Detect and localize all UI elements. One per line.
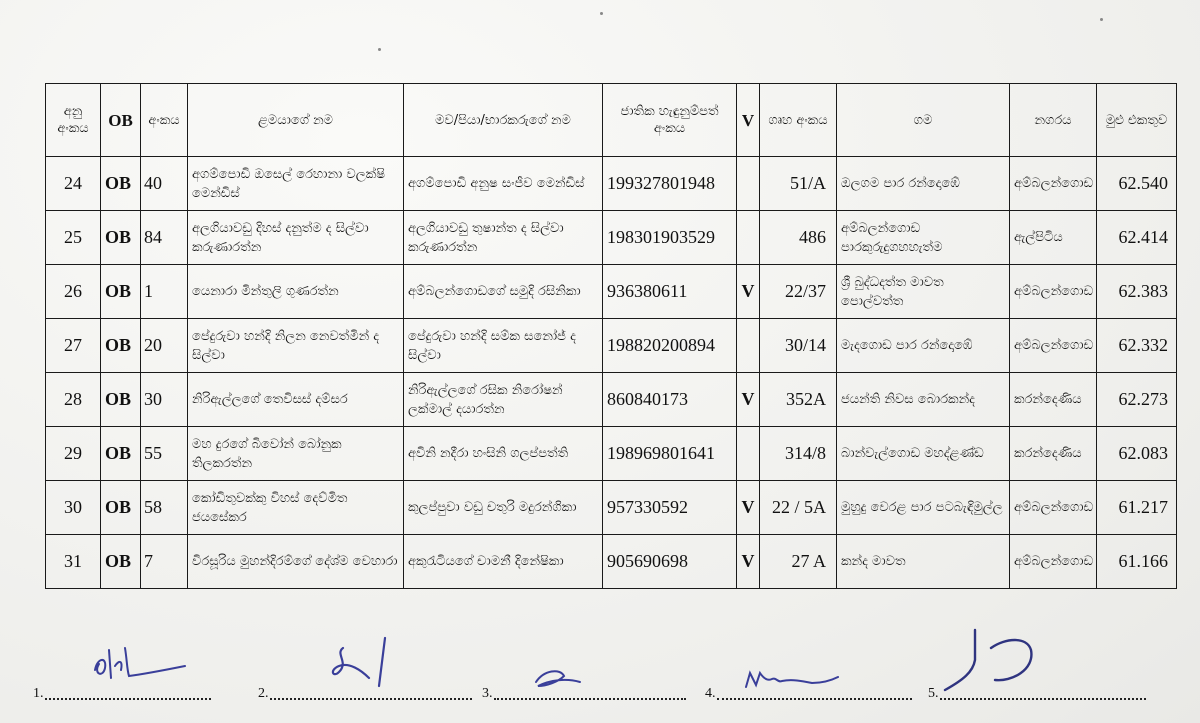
scan-speck: [600, 12, 603, 15]
header-ob: OB: [101, 84, 141, 157]
signature-label: 4.: [705, 686, 716, 701]
cell-nic: 860840173: [603, 373, 737, 427]
table-row: [46, 319, 1177, 373]
cell-child-name: යෙනාරා මින්තුලි ගුණරත්න: [188, 265, 404, 319]
header-row: [46, 84, 1177, 157]
cell-parent-name: පේදුරුවා හන්දි සම්ක සනෝජ් ද සිල්වා: [404, 319, 603, 373]
dotted-line: [940, 698, 1146, 700]
cell-ob: OB: [101, 265, 141, 319]
cell-no: 27: [46, 319, 101, 373]
cell-index: 1: [141, 265, 188, 319]
cell-town: අම්බලන්ගොඩ: [1010, 319, 1097, 373]
cell-town: ඇල්පිටිය: [1010, 211, 1097, 265]
cell-village: ඔලගම පාර රන්දොඹේ: [837, 157, 1010, 211]
cell-parent-name: අලගියාවඩු තුෂාන්ත ද සිල්වා කරුණාරත්න: [404, 211, 603, 265]
cell-town: කරන්දෙණිය: [1010, 427, 1097, 481]
cell-child-name: නිරිඇල්ලගේ තෙවිසස් දම්සර: [188, 373, 404, 427]
cell-parent-name: කුලප්පුවා වඩු චතුරි මදුරන්ගිකා: [404, 481, 603, 535]
cell-parent-name: අම්බලන්ගොඩගේ සමුදි රසිනිකා: [404, 265, 603, 319]
cell-ob: OB: [101, 427, 141, 481]
dotted-line: [45, 698, 211, 700]
handwritten-signature-3: [530, 660, 590, 695]
handwritten-signature-4: [742, 665, 842, 695]
handwritten-signature-5: [935, 620, 1045, 695]
table-row: [46, 265, 1177, 319]
cell-index: 40: [141, 157, 188, 211]
cell-house-no: 486: [760, 211, 837, 265]
cell-village: ජයන්ති නිවස බොරකන්ද: [837, 373, 1010, 427]
cell-house-no: 30/14: [760, 319, 837, 373]
cell-index: 20: [141, 319, 188, 373]
cell-parent-name: නිරිඇල්ලගේ රසික නිරෝෂන් ලක්මාල් දයාරත්න: [404, 373, 603, 427]
cell-parent-name: අගම්පොඩි අනුෂ සංජීව මෙන්ඩිස්: [404, 157, 603, 211]
cell-no: 29: [46, 427, 101, 481]
cell-ob: OB: [101, 373, 141, 427]
cell-house-no: 314/8: [760, 427, 837, 481]
cell-total: 61.217: [1097, 481, 1177, 535]
header-total: මුළු එකතුව: [1097, 84, 1177, 157]
results-table: [45, 83, 1177, 589]
header-village: ගම: [837, 84, 1010, 157]
dotted-line: [270, 698, 472, 700]
cell-no: 26: [46, 265, 101, 319]
signature-label: 3.: [482, 686, 493, 701]
table-row: [46, 211, 1177, 265]
cell-nic: 198301903529: [603, 211, 737, 265]
cell-total: 61.166: [1097, 535, 1177, 589]
cell-no: 31: [46, 535, 101, 589]
cell-nic: 198969801641: [603, 427, 737, 481]
cell-house-no: 51/A: [760, 157, 837, 211]
cell-child-name: පේදුරුවා හන්දි නිලන නෙවත්මින් ද සිල්වා: [188, 319, 404, 373]
cell-total: 62.273: [1097, 373, 1177, 427]
cell-ob: OB: [101, 211, 141, 265]
cell-total: 62.332: [1097, 319, 1177, 373]
table-row: [46, 157, 1177, 211]
cell-index: 84: [141, 211, 188, 265]
cell-index: 55: [141, 427, 188, 481]
cell-ob: OB: [101, 481, 141, 535]
cell-town: අම්බලන්ගොඩ: [1010, 481, 1097, 535]
cell-index: 58: [141, 481, 188, 535]
header-v: V: [737, 84, 760, 157]
cell-house-no: 22/37: [760, 265, 837, 319]
cell-total: 62.083: [1097, 427, 1177, 481]
cell-total: 62.414: [1097, 211, 1177, 265]
cell-ob: OB: [101, 319, 141, 373]
header-no: අනු අංකය: [46, 84, 101, 157]
header-parent-name: මව/පියා/භාරකරුගේ නම: [404, 84, 603, 157]
cell-ob: OB: [101, 157, 141, 211]
cell-village: මුහුදු වෙරළ පාර පටබැඳිමුල්ල: [837, 481, 1010, 535]
handwritten-signature-2: [325, 630, 415, 690]
cell-town: අම්බලන්ගොඩ: [1010, 265, 1097, 319]
cell-child-name: අලගියාවඩු දිහස් දනුත්ම ද සිල්වා කරුණාරත්න: [188, 211, 404, 265]
dotted-line: [717, 698, 912, 700]
cell-ob: OB: [101, 535, 141, 589]
cell-nic: 198820200894: [603, 319, 737, 373]
cell-nic: 199327801948: [603, 157, 737, 211]
cell-child-name: විරසූරිය මුහන්දිරම්ගේ දේශ්ම වෙහාරා: [188, 535, 404, 589]
cell-nic: 957330592: [603, 481, 737, 535]
cell-total: 62.540: [1097, 157, 1177, 211]
table-row: [46, 535, 1177, 589]
cell-village: අම්බලන්ගොඩ පාරකුරුදුගහහැත්ම: [837, 211, 1010, 265]
cell-child-name: අගම්පොඩි ඔසෙල් රෙහානා වලක්ෂි මෙන්ඩිස්: [188, 157, 404, 211]
cell-no: 25: [46, 211, 101, 265]
header-child-name: ළමයාගේ නම: [188, 84, 404, 157]
scan-speck: [378, 48, 381, 51]
cell-town: අම්බලන්ගොඩ: [1010, 535, 1097, 589]
signature-label: 5.: [928, 686, 939, 701]
cell-house-no: 27 A: [760, 535, 837, 589]
cell-child-name: මහ දුරගේ බිවෝන් බෝනුක තිලකරත්න: [188, 427, 404, 481]
header-index: අංකය: [141, 84, 188, 157]
table-row: [46, 373, 1177, 427]
cell-house-no: 352A: [760, 373, 837, 427]
signature-label: 2.: [258, 686, 269, 701]
cell-village: මැදගොඩ පාර රන්දොඹේ: [837, 319, 1010, 373]
cell-nic: 936380611: [603, 265, 737, 319]
cell-village: කන්ද මාවත: [837, 535, 1010, 589]
cell-no: 28: [46, 373, 101, 427]
cell-v: [737, 157, 760, 211]
table-row: [46, 427, 1177, 481]
scan-speck: [1100, 18, 1103, 21]
cell-child-name: කෝඩිතුවක්කු විහස් දෙව්මිත ජයසේකර: [188, 481, 404, 535]
dotted-line: [494, 698, 686, 700]
cell-v: [737, 319, 760, 373]
cell-parent-name: අකුරැටියගේ චාමනී දිනේෂිකා: [404, 535, 603, 589]
cell-no: 24: [46, 157, 101, 211]
cell-town: කරන්දෙණිය: [1010, 373, 1097, 427]
header-town: නගරය: [1010, 84, 1097, 157]
cell-house-no: 22 / 5A: [760, 481, 837, 535]
header-nic: ජාතික හැඳුනුම්පත් අංකය: [603, 84, 737, 157]
signature-label: 1.: [33, 686, 44, 701]
cell-v: [737, 427, 760, 481]
cell-no: 30: [46, 481, 101, 535]
handwritten-signature-1: [85, 630, 195, 690]
cell-v: V: [737, 481, 760, 535]
cell-v: V: [737, 265, 760, 319]
cell-index: 7: [141, 535, 188, 589]
cell-v: V: [737, 373, 760, 427]
header-house-no: ගෘහ අංකය: [760, 84, 837, 157]
cell-village: ශ්‍රී බුද්ධදත්ත මාවත පොල්වත්ත: [837, 265, 1010, 319]
table-row: [46, 481, 1177, 535]
cell-v: [737, 211, 760, 265]
cell-total: 62.383: [1097, 265, 1177, 319]
cell-nic: 905690698: [603, 535, 737, 589]
cell-parent-name: අවිනි නදීරා හංසිනි ගලප්පත්ති: [404, 427, 603, 481]
cell-v: V: [737, 535, 760, 589]
cell-town: අම්බලන්ගොඩ: [1010, 157, 1097, 211]
cell-index: 30: [141, 373, 188, 427]
cell-village: බාන්වැල්ගොඩ මහද්ළණ්ඩ: [837, 427, 1010, 481]
